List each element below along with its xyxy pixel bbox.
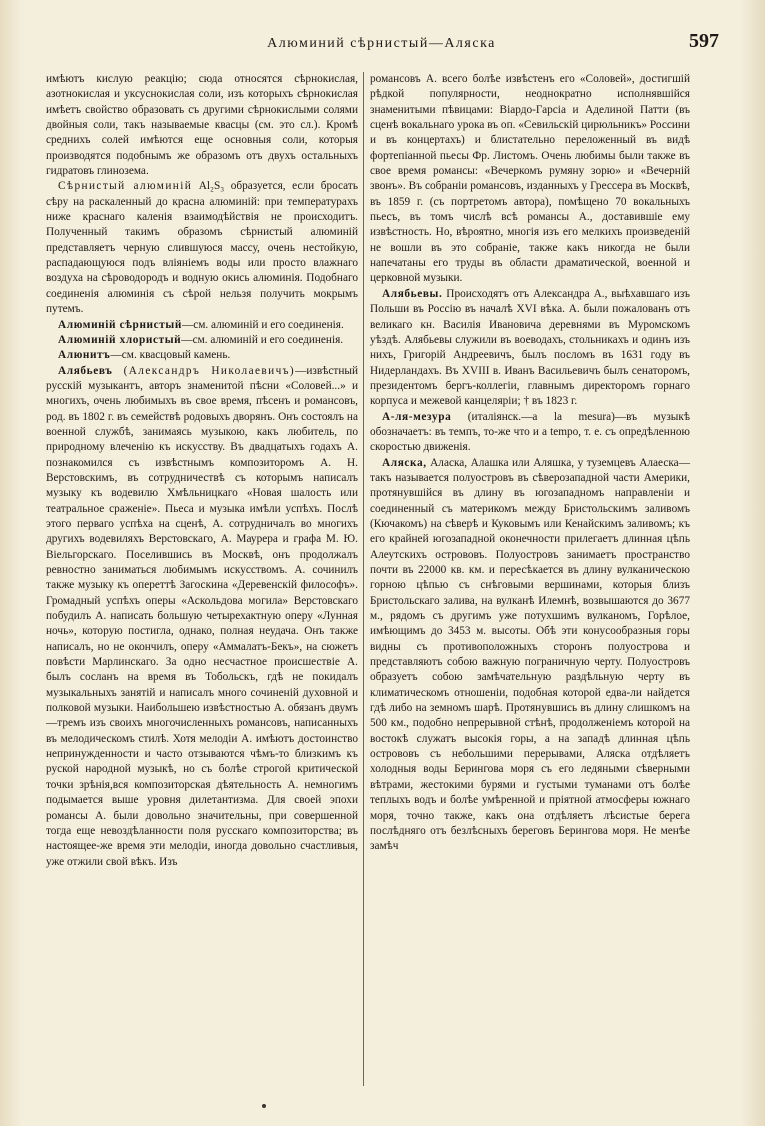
paragraph-aluminium-sulfide bbox=[46, 179, 358, 317]
right-column bbox=[370, 72, 690, 855]
print-speck bbox=[262, 1104, 266, 1108]
entry-aluminium-chloride-text: —см. алюминій и его соединенія. bbox=[181, 333, 344, 346]
term-aluminium-sulfide: Сѣрнистый алюминій bbox=[58, 180, 193, 193]
entry-aluminium-sulfide bbox=[46, 318, 358, 333]
paragraph-alyabyev-continued: романсовъ А. всего болѣе извѣстенъ его «Соловей», достигшій рѣдкой популярности, неоднократно исполнявшійся знаменитыми пѣвицами: Віардо-Гарсіа и Аделиной Патти (въ сценѣ вокальнаго урока въ оп. «Севильскій цирюльникъ» Россини и въ концертахъ) и блистательно переложенный въ видѣ фортепіанной пьесы Фр. Листомъ. Очень любимы были также въ свое время романсы: «Вечеркомъ румяну зорю» и «Вечерній звонъ». Въ собраніи романсовъ, изданныхъ у Грессера въ Москвѣ, въ 1859 г. (съ портретомъ автора), помѣщено 70 вокальныхъ пьесъ, въ томъ числѣ всѣ романсы А., доставившіе ему извѣстность. Но, вѣроятно, многія изъ его мелкихъ произведеній не вошли въ это собраніе, также какъ никогда не были напечатаны его труды въ области драматической, военной и церковной музыки. bbox=[370, 73, 690, 285]
left-column bbox=[46, 72, 358, 870]
column-divider bbox=[363, 72, 364, 1086]
headword-a-la-mesura: А-ля-мезура bbox=[382, 410, 452, 423]
running-title: Алюминий сѣрнистый—Аляска bbox=[267, 36, 496, 51]
entry-alunite bbox=[46, 348, 358, 363]
headword-aluminium-sulfide: Алюминій сѣрнистый bbox=[58, 318, 182, 331]
alyabyev-full-name: (Александръ Николаевичъ) bbox=[112, 364, 296, 377]
headword-aluminium-chloride: Алюминій хлористый bbox=[58, 333, 182, 346]
entry-alyabyevy bbox=[370, 287, 690, 410]
entry-aluminium-chloride bbox=[46, 333, 358, 348]
page-number: 597 bbox=[689, 30, 719, 52]
running-header bbox=[44, 30, 719, 54]
entry-a-la-mesura bbox=[370, 410, 690, 456]
entry-aluminium-sulfide-text: —см. алюминій и его соединенія. bbox=[181, 318, 344, 331]
entry-alyabyevy-text: Происходятъ отъ Александра А., выѣхавшаго изъ Польши въ Россію въ началѣ XVI вѣка. А. были пожалованъ отъ великаго кн. Василія Ивановича деревнями въ Муромскомъ уѣздѣ. Алябьевы служили въ воеводахъ, стольникахъ и одинъ изъ нихъ, Григорій Андреевичъ, былъ посломъ въ 1631 году въ Нидерландахъ. Въ XVIII в. Иванъ Васильевичъ былъ сенаторомъ, президентомъ бергъ-коллегіи, главнымъ директоромъ горнаго корпуса и межевой канцеляріи; † въ 1823 г. bbox=[370, 287, 690, 408]
headword-alaska: Аляска, bbox=[382, 456, 427, 469]
headword-alyabyev: Алябьевъ bbox=[58, 364, 113, 377]
entry-alyabyev bbox=[46, 364, 358, 870]
paragraph-alumina-salts: имѣютъ кислую реакцію; сюда относятся сѣрнокислая, азотнокислая и уксуснокислая соли, изъ которыхъ сѣрнокислая имѣетъ свойство образовать съ другими сѣрнокислыми солями двойныя соли, такъ называемые квасцы (см. это сл.). Кромѣ среднихъ солей имѣются еще основныя соли, которыя производятся подобнымъ же образомъ отъ двухъ остальныхъ гидратовъ глинозема. bbox=[46, 73, 358, 178]
headword-alyabyevy: Алябьевы. bbox=[382, 287, 443, 300]
paragraph-aluminium-sulfide-text: Al₂S₃ образуется, если бросать сѣру на раскаленный до красна алюминій: при температурахъ ниже краснаго каленія взаимодѣйствія не происходитъ. Полученный такимъ образомъ сѣрнистый алюминій представляетъ черную слившуюся массу, очень нестойкую, распадающуюся подъ вліяніемъ воды или просто влажнаго воздуха на сѣроводородъ и водную окись алюминія. Подобнаго соединенія алюминія съ сѣрой нельзя получить мокрымъ путемъ. bbox=[46, 180, 358, 316]
entry-alunite-text: —см. квасцовый камень. bbox=[110, 349, 231, 362]
entry-alaska bbox=[370, 456, 690, 855]
entry-alyabyev-text: —извѣстный русскій музыкантъ, авторъ знаменитой пѣсни «Соловей...» и многихъ, очень любимыхъ въ свое время, пѣсенъ и романсовъ, род. въ 1802 г. въ семействѣ родовыхъ дворянъ. Онъ состоялъ на военной службѣ, занимаясь музыкою, какъ любитель, по природному влеченію къ искусству. Въ двадцатыхъ годахъ А. познакомился съ извѣстнымъ композиторомъ А. Н. Верстовскимъ, въ сотрудничествѣ съ которымъ написалъ музыку къ водевилю Хмѣльницкаго «Новая шалость или театральное сраженіе». Пьеса и музыка имѣли успѣхъ. Послѣ этого перваго успѣха на сценѣ, А. сотрудничалъ во многихъ другихъ водевиляхъ Верстовскаго, А. Маурера и графа М. Ю. Віельгорскаго. Поселившись въ Москвѣ, онъ продолжалъ ревностно заниматься любимымъ искусствомъ. А. сочинилъ также музыку къ опереттѣ Загоскина «Деревенскій философъ». Громадный успѣхъ оперы «Аскольдова могила» Верстовскаго побудилъ А. написать большую четырехактную оперу «Лунная ночь», которую постигла, однако, полная неудача. Онъ также написалъ, но не окончилъ, оперу «Аммалатъ-Бекъ», на сюжетъ повѣсти Марлинскаго. За одно несчастное происшествіе А. былъ сосланъ на время въ Тобольскъ, гдѣ не покидалъ музыкальныхъ занятій и написалъ много сочиненій духовной и полковой музыки. Наибольшею извѣстностью А. обязанъ двумъ—тремъ изъ своихъ многочисленныхъ романсовъ, написанныхъ въ мелодическомъ стилѣ. Хотя мелодіи А. имѣютъ достоинство непринужденности и часто отзываются чѣмъ-то близкимъ къ руской народной музыкѣ, но съ болѣе строгой критической точки зрѣнія,вся композиторская дѣятельность А. немногимъ подымается выше уровня дилетантизма. Для своей эпохи романсы А. были довольно значительны, при совершенной тогда еще невоздѣланности поля русскаго композиторства; въ настоящее-же время эти мелодіи, иногда довольно счастливыя, уже отжили свой вѣкъ. Изъ bbox=[46, 364, 358, 868]
entry-alaska-text: Аласка, Алашка или Аляшка, у туземцевъ Алаеска—такъ называется полуостровъ въ сѣверозападной части Америки, протянувшійся въ длину въ югозападномъ направленіи и соединенный съ материкомъ между Бристольскимъ заливомъ (Кючакомъ) на сѣверѣ и Куковымъ или Кенайскимъ заливомъ; къ его крайней югозападной оконечности прилегаетъ длинная цѣпь Алеутскихъ острововъ. Полуостровъ занимаетъ пространство почти въ 22000 кв. км. и пересѣкается въ длину вулканическою горною цѣпью съ снѣговыми вершинами, которыя близъ Бристольскаго залива, на вулканѣ Илемнѣ, возвышаются до 3677 м., рядомъ съ другимъ уже потухшимъ вулканомъ, Горѣлое, имѣющимъ до 3453 м. высоты. Обѣ эти конусообразныя горы видны съ противоположныхъ сторонъ полуострова и представляютъ собою важную пограничную черту. Полуостровъ образуетъ собою замѣчательную раздѣльную черту въ климатическомъ отношеніи, подобная которой едва-ли найдется гдѣ либо на земномъ шарѣ. Протянувшись въ длину слишкомъ на 500 км., подобно непрерывной стѣнѣ, продолженіемъ которой на востокѣ служатъ высокія горы, а на западѣ длинная цѣпь острововъ съ небольшими перерывами, Аляска отдѣляетъ холодныя воды Берингова моря съ его ледяными сѣверными вѣтрами, жестокими бурями и густыми туманами отъ болѣе теплыхъ водъ и болѣе умѣренной и пріятной атмосферы южнаго моря, точно также, какъ она отдѣляетъ лѣсистые берега послѣдняго отъ безлѣсныхъ береговъ Берингова моря. Не менѣе замѣч bbox=[370, 456, 690, 853]
headword-alunite: Алюнитъ bbox=[58, 349, 111, 362]
entry-a-la-mesura-text: (италіянск.—a la mesura)—въ музыкѣ обозначаетъ: въ темпъ, то-же что и a tempo, т. е. съ опредѣленною скоростью движенія. bbox=[370, 410, 690, 454]
